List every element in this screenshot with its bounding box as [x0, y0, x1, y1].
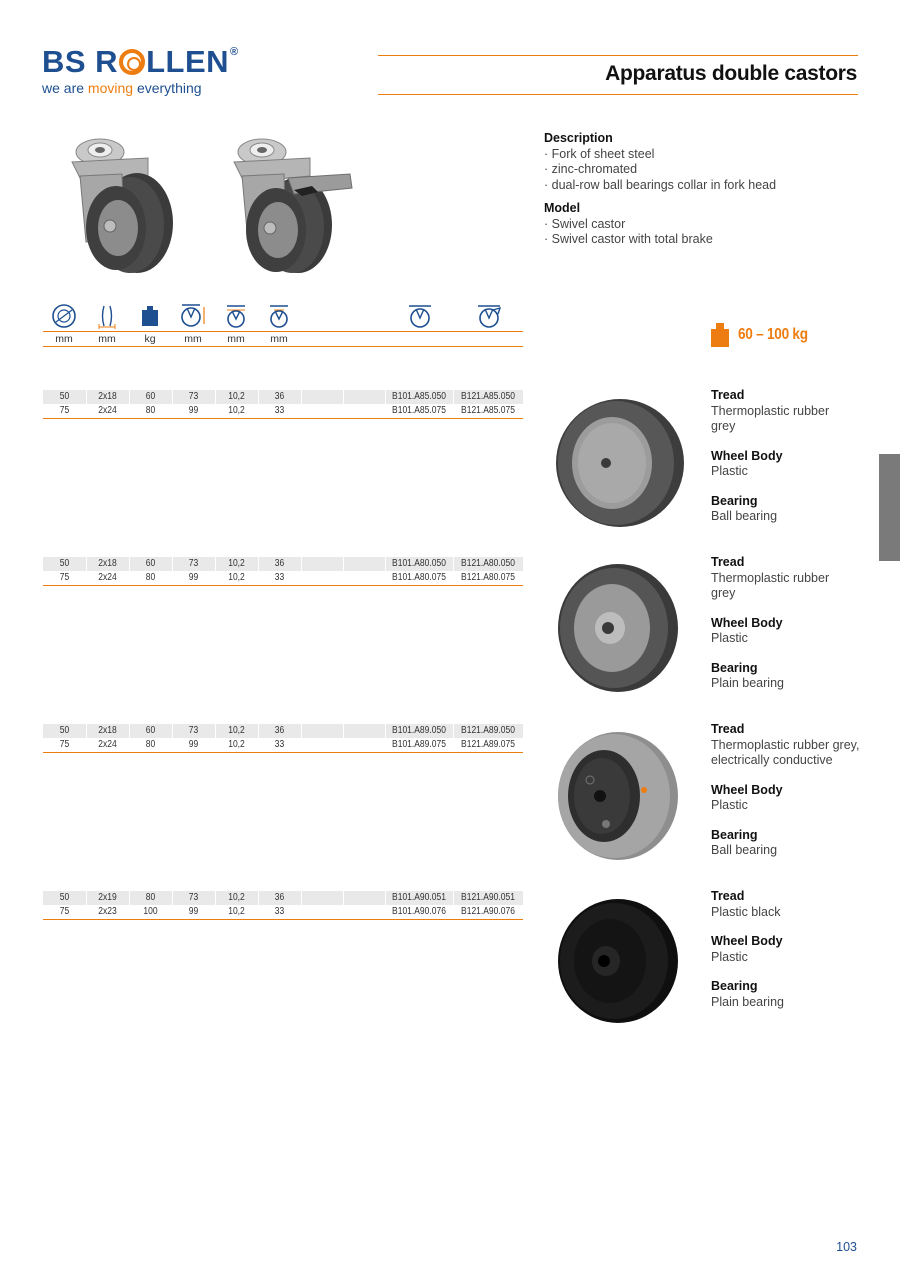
table-cell: 36: [274, 558, 285, 569]
column-separator: [343, 390, 344, 404]
table-rule: [43, 418, 523, 419]
table-cell: 99: [188, 739, 199, 750]
table-cell: B121.A89.075: [461, 739, 515, 750]
table-cell: 73: [188, 558, 199, 569]
table-row: [43, 724, 523, 738]
unit-row: [43, 333, 523, 346]
column-separator: [301, 724, 302, 738]
unit-label: kg: [144, 333, 156, 345]
unit-label: mm: [227, 333, 245, 345]
table-cell: B121.A80.050: [461, 558, 515, 569]
table-rule: [43, 919, 523, 920]
table-cell: B121.A89.050: [461, 725, 515, 736]
unit-label: mm: [184, 333, 202, 345]
table-row: [43, 390, 523, 404]
table-cell: 33: [274, 572, 285, 583]
table-cell: B101.A85.050: [392, 391, 446, 402]
table-cell: 2x18: [98, 558, 117, 569]
table-cell: B101.A85.075: [392, 405, 446, 416]
column-separator: [129, 557, 130, 571]
wheel-spec-block: Tread Thermoplastic rubber grey, electrically conductive Wheel Body Plastic Bearing Ball bearing: [711, 722, 860, 857]
table-cell: 33: [274, 739, 285, 750]
table-cell: 33: [274, 906, 285, 917]
table-cell: 36: [274, 391, 285, 402]
description-item: · dual-row ball bearings collar in fork head: [544, 177, 777, 192]
table-cell: 73: [188, 391, 199, 402]
table-cell: 75: [59, 405, 70, 416]
table-row: [43, 905, 523, 919]
wheel-photo-grey-plain: [552, 560, 682, 701]
table-row: [43, 404, 523, 418]
table-row: [43, 571, 523, 585]
spec-table: [43, 557, 523, 586]
column-separator: [343, 557, 344, 571]
column-separator: [301, 557, 302, 571]
table-cell: 80: [145, 892, 156, 903]
spec-table: [43, 390, 523, 419]
table-cell: B121.A80.075: [461, 572, 515, 583]
table-cell: 2x18: [98, 391, 117, 402]
table-cell: 73: [188, 892, 199, 903]
table-cell: 80: [145, 572, 156, 583]
table-cell: B101.A90.076: [392, 906, 446, 917]
bolt-hole-icon: [222, 302, 250, 330]
table-cell: 73: [188, 725, 199, 736]
section-tab-marker: [879, 454, 900, 561]
table-cell: 10,2: [228, 572, 245, 583]
column-separator: [172, 557, 173, 571]
table-cell: B121.A85.075: [461, 405, 515, 416]
load-range-text: 60 – 100 kg: [738, 326, 808, 343]
column-separator: [385, 557, 386, 571]
wheel-photo-black: [552, 895, 682, 1036]
table-cell: 100: [143, 906, 158, 917]
table-cell: 10,2: [228, 558, 245, 569]
logo-wheel-icon: [119, 49, 145, 75]
table-cell: B101.A89.050: [392, 725, 446, 736]
table-cell: 50: [59, 391, 70, 402]
spec-table: [43, 724, 523, 753]
swivel-castor-icon: [406, 302, 434, 330]
model-item: · Swivel castor: [544, 216, 626, 231]
table-cell: B121.A90.076: [461, 906, 515, 917]
table-cell: 99: [188, 405, 199, 416]
table-rule: [43, 585, 523, 586]
page-number: 103: [836, 1240, 857, 1254]
column-separator: [215, 891, 216, 905]
column-separator: [385, 390, 386, 404]
column-separator: [453, 724, 454, 738]
table-cell: 10,2: [228, 391, 245, 402]
table-cell: 10,2: [228, 739, 245, 750]
wheel-photo-grey-ball: [550, 393, 690, 538]
column-separator: [215, 724, 216, 738]
table-cell: 10,2: [228, 892, 245, 903]
column-separator: [215, 557, 216, 571]
column-separator: [86, 557, 87, 571]
wheel-spec-block: Tread Thermoplastic rubber grey Wheel Body Plastic Bearing Plain bearing: [711, 555, 830, 690]
column-separator: [385, 724, 386, 738]
description-block: [544, 131, 776, 248]
table-cell: 36: [274, 892, 285, 903]
table-rule: [43, 752, 523, 753]
wheel-diameter-icon: [50, 302, 78, 330]
brand-logo: [42, 44, 239, 96]
table-cell: 75: [59, 572, 70, 583]
table-cell: B101.A89.075: [392, 739, 446, 750]
table-row: [43, 738, 523, 752]
table-cell: B121.A85.050: [461, 391, 515, 402]
table-cell: 99: [188, 572, 199, 583]
column-separator: [86, 891, 87, 905]
table-cell: B121.A90.051: [461, 892, 515, 903]
column-separator: [385, 891, 386, 905]
table-cell: 75: [59, 739, 70, 750]
column-separator: [172, 390, 173, 404]
swivel-castor-photo: [52, 130, 182, 278]
table-cell: 2x24: [98, 405, 117, 416]
table-cell: 50: [59, 558, 70, 569]
column-separator: [215, 390, 216, 404]
column-separator: [258, 891, 259, 905]
column-separator: [453, 891, 454, 905]
table-cell: 36: [274, 725, 285, 736]
column-separator: [129, 724, 130, 738]
table-cell: 2x24: [98, 739, 117, 750]
brand-tagline: we are moving everything: [42, 80, 202, 96]
table-cell: 10,2: [228, 405, 245, 416]
table-cell: 10,2: [228, 725, 245, 736]
wheel-spec-block: Tread Thermoplastic rubber grey Wheel Body Plastic Bearing Ball bearing: [711, 388, 830, 523]
table-cell: 33: [274, 405, 285, 416]
column-separator: [301, 891, 302, 905]
overall-height-icon: [179, 302, 207, 330]
table-cell: B101.A80.050: [392, 558, 446, 569]
column-separator: [129, 891, 130, 905]
table-cell: 99: [188, 906, 199, 917]
column-separator: [453, 557, 454, 571]
column-separator: [258, 724, 259, 738]
column-separator: [86, 724, 87, 738]
tread-width-icon: [93, 302, 121, 330]
load-capacity-icon: [136, 302, 164, 330]
spec-table: [43, 891, 523, 920]
table-cell: 75: [59, 906, 70, 917]
column-separator: [258, 390, 259, 404]
table-row: [43, 557, 523, 571]
wheel-spec-block: Tread Plastic black Wheel Body Plastic Bearing Plain bearing: [711, 889, 784, 1009]
table-cell: 60: [145, 391, 156, 402]
model-heading: Model: [544, 201, 581, 215]
column-separator: [453, 390, 454, 404]
table-cell: 2x23: [98, 906, 117, 917]
table-cell: B101.A80.075: [392, 572, 446, 583]
spec-icon-row: [43, 302, 523, 330]
column-separator: [343, 724, 344, 738]
wheel-photo-conductive: [552, 728, 682, 869]
swivel-brake-castor-photo: [210, 130, 360, 278]
description-item: · zinc-chromated: [544, 162, 638, 176]
offset-icon: [265, 302, 293, 330]
title-rule-top: [378, 55, 858, 56]
column-separator: [258, 557, 259, 571]
table-cell: 50: [59, 892, 70, 903]
unit-label: mm: [98, 333, 116, 345]
description-item: · Fork of sheet steel: [544, 146, 655, 161]
table-cell: 80: [145, 405, 156, 416]
unit-label: mm: [270, 333, 288, 345]
table-cell: 2x19: [98, 892, 117, 903]
unit-label: mm: [55, 333, 73, 345]
column-separator: [172, 891, 173, 905]
header-rule: [43, 331, 523, 332]
weight-icon: [710, 322, 730, 348]
table-cell: 50: [59, 725, 70, 736]
brand-wordmark: BS R LLEN ®: [42, 44, 239, 79]
column-separator: [301, 390, 302, 404]
table-cell: 2x24: [98, 572, 117, 583]
column-separator: [343, 891, 344, 905]
table-cell: 60: [145, 725, 156, 736]
load-range-badge: [710, 322, 820, 348]
table-cell: B101.A90.051: [392, 892, 446, 903]
column-separator: [129, 390, 130, 404]
column-separator: [86, 390, 87, 404]
model-item: · Swivel castor with total brake: [544, 232, 713, 246]
description-heading: Description: [544, 131, 613, 145]
table-cell: 2x18: [98, 725, 117, 736]
table-row: [43, 891, 523, 905]
header-rule: [43, 346, 523, 347]
swivel-brake-castor-icon: [475, 302, 503, 330]
title-rule-bottom: [378, 94, 858, 95]
column-separator: [172, 724, 173, 738]
table-cell: 80: [145, 739, 156, 750]
table-cell: 60: [145, 558, 156, 569]
page-title: Apparatus double castors: [605, 62, 857, 85]
table-cell: 10,2: [228, 906, 245, 917]
